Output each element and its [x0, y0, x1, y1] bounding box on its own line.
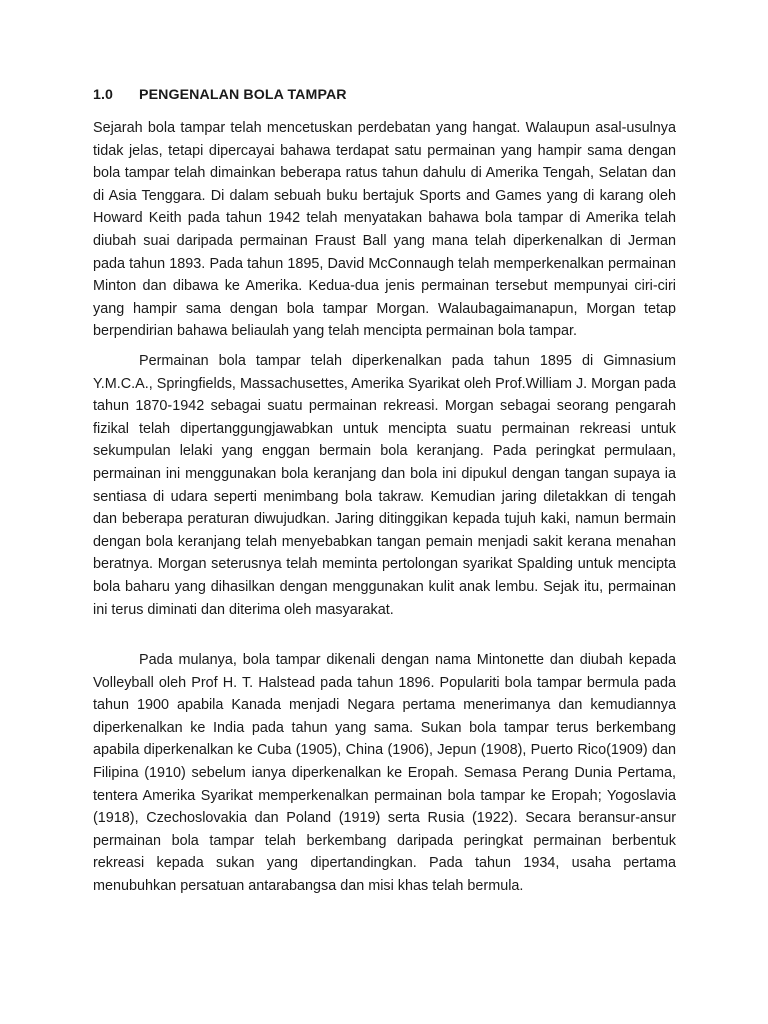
paragraph-history: Sejarah bola tampar telah mencetuskan perdebatan yang hangat. Walaupun asal-usulnya tidak jelas, tetapi dipercayai bahawa terdapat satu permainan yang hampir sama dengan bola tampar telah dimainkan beberapa ratus tahun dahulu di Amerika Tengah, Selatan dan di Asia Tenggara. Di dalam sebuah buku bertajuk Sports and Games yang di karang oleh Howard Keith pada tahun 1942 telah menyatakan bahawa bola tampar di Amerika telah diubah suai daripada permainan Fraust Ball yang mana telah diperkenalkan di Jerman pada tahun 1893. Pada tahun 1895, David McConnaugh telah memperkenalkan permainan Minton dan dibawa ke Amerika. Kedua-dua jenis permainan tersebut mempunyai ciri-ciri yang hampir sama dengan bola tampar Morgan. Walaubagaimanapun, Morgan tetap berpendirian bahawa beliaulah yang telah mencipta permainan bola tampar.: [93, 120, 676, 340]
section-heading: [93, 87, 347, 103]
section-title: PENGENALAN BOLA TAMPAR: [139, 87, 347, 103]
paragraph-spread: Pada mulanya, bola tampar dikenali dengan nama Mintonette dan diubah kepada Volleyball oleh Prof H. T. Halstead pada tahun 1896. Populariti bola tampar bermula pada tahun 1900 apabila Kanada menjadi Negara pertama menerimanya dan kemudiannya diperkenalkan ke India pada tahun yang sama. Sukan bola tampar terus berkembang apabila diperkenalkan ke Cuba (1905), China (1906), Jepun (1908), Puerto Rico(1909) dan Filipina (1910) sebelum ianya diperkenalkan ke Eropah. Semasa Perang Dunia Pertama, tentera Amerika Syarikat memperkenalkan permainan bola tampar ke Eropah; Yogoslavia (1918), Czechoslovakia dan Poland (1919) serta Rusia (1922). Secara beransur-ansur permainan bola tampar telah berkembang daripada peringkat permainan berbentuk rekreasi kepada sukan yang dipertandingkan. Pada tahun 1934, usaha pertama menubuhkan persatuan antarabangsa dan misi khas telah bermula.: [93, 652, 676, 894]
section-number: 1.0: [93, 87, 114, 103]
paragraph-origin: Permainan bola tampar telah diperkenalkan pada tahun 1895 di Gimnasium Y.M.C.A., Springfields, Massachusettes, Amerika Syarikat oleh Prof.William J. Morgan pada tahun 1870-1942 sebagai suatu permainan rekreasi. Morgan sebagai seorang pengarah fizikal telah dipertanggungjawabkan untuk mencipta suatu permainan rekreasi untuk sekumpulan lelaki yang enggan bermain bola keranjang. Pada peringkat permulaan, permainan ini menggunakan bola keranjang dan bola ini dipukul dengan tangan supaya ia sentiasa di udara seperti menimbang bola takraw. Kemudian jaring diletakkan di tengah dan beberapa peraturan diwujudkan. Jaring ditinggikan kepada tujuh kaki, namun bermain dengan bola keranjang telah menyebabkan tangan pemain menjadi sakit kerana menahan beratnya. Morgan seterusnya telah meminta pertolongan syarikat Spalding untuk mencipta bola baharu yang dihasilkan dengan menggunakan kulit anak lembu. Sejak itu, permainan ini terus diminati dan diterima oleh masyarakat.: [93, 353, 676, 618]
